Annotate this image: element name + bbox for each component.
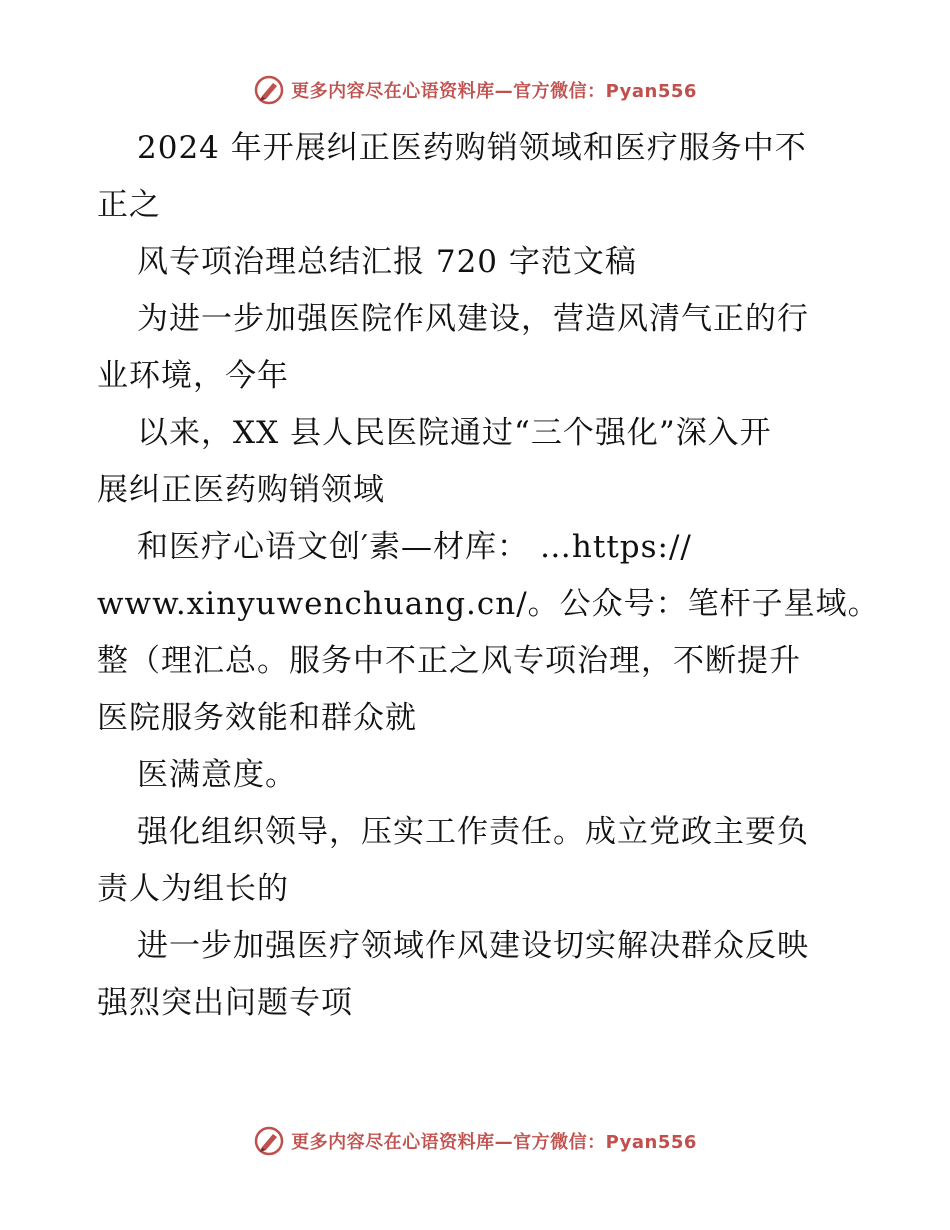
header-banner [0,70,950,110]
footer-banner [0,1121,950,1161]
text-line: 以来，XX 县人民医院通过“三个强化”深入开 [137,415,772,451]
text-line: www.xinyuwenchuang.cn/。公众号：笔杆子星域。 [97,586,880,622]
text-line: 强化组织领导，压实工作责任。成立党政主要负 [137,814,809,850]
text-line: 风专项治理总结汇报 720 字范文稿 [137,244,637,280]
document-body [97,120,880,1032]
text-line: 业环境，今年 [97,358,289,394]
text-line: 展纠正医药购销领域 [97,472,385,508]
pen-logo-icon [253,1125,285,1157]
text-line: 为进一步加强医院作风建设，营造风清气正的行 [137,301,809,337]
text-line: 强烈突出问题专项 [97,985,353,1021]
text-line: 责人为组长的 [97,871,289,907]
text-line: 整（理汇总。服务中不正之风专项治理，不断提升 [97,643,801,679]
text-line: 和医疗心语文创′素—材库： …https:// [137,529,692,565]
footer-banner-text: 更多内容尽在心语资料库—官方微信：Pyan556 [291,1132,697,1153]
header-banner-text: 更多内容尽在心语资料库—官方微信：Pyan556 [291,81,697,102]
text-line: 医满意度。 [137,757,297,793]
text-line: 正之 [97,187,161,223]
text-line: 医院服务效能和群众就 [97,700,417,736]
text-line: 2024 年开展纠正医药购销领域和医疗服务中不 [137,130,807,166]
text-line: 进一步加强医疗领域作风建设切实解决群众反映 [137,928,809,964]
pen-logo-icon [253,74,285,106]
